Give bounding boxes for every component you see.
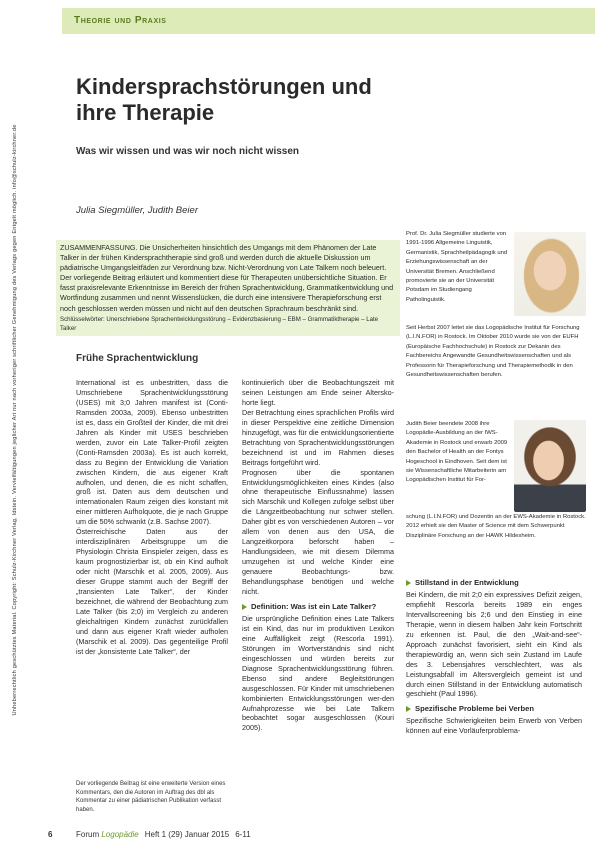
abstract-box bbox=[56, 240, 400, 336]
author-photo-beier bbox=[514, 420, 586, 512]
magazine-title: Logopädie bbox=[101, 830, 139, 839]
article-authors: Julia Siegmüller, Judith Beier bbox=[76, 205, 198, 216]
triangle-bullet-icon bbox=[406, 706, 411, 712]
subheading-text: Stillstand in der Entwicklung bbox=[415, 578, 519, 587]
subheading-standstill bbox=[406, 578, 582, 588]
subheading-definition bbox=[242, 602, 394, 612]
footnote: Der vorliegende Beitrag ist eine erweiterte Version eines Kommentars, den die Autoren im Auftrag des dbl als Kommentar zu einer pädiatrischen Publikation verfasst haben. bbox=[76, 781, 226, 813]
text-column-3 bbox=[406, 573, 582, 736]
author-bio-siegmueller: Prof. Dr. Julia Siegmüller studierte von 1991-1996 Allgemeine Linguistik, Germanistik, Sprachheilpädagogik und Erziehungswissenschaft an der Universität Bremen. Anschließend promovierte sie an der Universität Potsdam im Studiengang Patholinguistik. bbox=[406, 231, 508, 303]
magazine-name bbox=[76, 830, 139, 839]
page-number: 6 bbox=[48, 830, 53, 839]
author-bio-beier: Judith Beier beendete 2008 ihre Logopädie-Ausbildung an der IWS-Akademie in Rostock und erwarb 2009 den Bachelor of Health an der Fontys Hogeschool in Eindhoven. Seit dem ist sie Wissenschaftliche Mitarbeiterin am Logopädischen Institut für For- bbox=[406, 421, 508, 484]
section-label: Theorie und Praxis bbox=[74, 15, 167, 26]
text-column-1 bbox=[76, 378, 228, 657]
abstract-keywords: Schlüsselwörter: Unerschriebene Sprachentwicklungsstörung – Evidenzbasierung – EBM – Grammatiktherapie – Late Talker bbox=[60, 315, 379, 332]
text-column-2 bbox=[242, 378, 394, 733]
paragraph: Der Betrachtung eines sprachlichen Profils wird in dieser Perspektive eine zeitliche Dimension hinzugefügt, was für die entwicklungsorientierte Betrachtung von Sprachentwicklungsstörungen bezeichnend ist und im Rahmen dieses Beitrags fortgeführt wird. bbox=[242, 407, 394, 467]
paragraph: International ist es unbestritten, dass die Umschriebene Sprachentwicklungsstörung (USES) mit 3;0 Jahren manifest ist (Conti-Ramsden 2003a, 2009). Ebenso unbestritten ist es, dass ein Großteil der Kinder, die mit drei Jahren als Kinder mit USES beschrieben werden, zuvor ein Late Talker-Profil zeigten (Conti-Ramsden 2003a). Es ist auch korrekt, dass zu Beginn der Entwicklung die Variation zwischen Kindern, die aus eigener Kraft aufholen, und denen, die es nicht schaffen, groß ist. Daten aus dem deutschen und internationalen Raum zeigen dies konstant mit einer mittleren Aufholquote, die je nach Gruppe um die 50% schwankt (z.B. Sachse 2007). bbox=[76, 378, 228, 527]
author-bio-siegmueller-cont: Seit Herbst 2007 leitet sie das Logopädische Institut für Forschung (L.I.N.FOR) in Rostock. Im Oktober 2010 wurde sie von der EUFH (Europäische Fachhochschule) in Rostock zur Dekanin des Fachbereichs Angewandte Gesundheitswissenschaften und als Professorin für Therapieforschung und Therapiemethodik in den Gesundheitswissenschaften berufen. bbox=[406, 325, 580, 379]
copyright-side-strip bbox=[10, 40, 20, 800]
subheading-text: Definition: Was ist ein Late Talker? bbox=[251, 601, 377, 611]
triangle-bullet-icon bbox=[406, 580, 411, 586]
paragraph: Bei Kindern, die mit 2;0 ein expressives Defizit zeigen, empfiehlt Rescorla bereits 1989 ein enges Intervallscreening bis 2;6 und den Einstieg in eine Therapie, wenn in diesem halben Jahr kein Fortschritt zu erkennen ist. Paul, die den „Wait-and-see“-Approach zunächst favorisiert, sieht ein Kind als therapiewürdig an, wenn sich sein Zustand im Laufe des 3. Lebensjahres verschlechtert, was als Leistungsabfall im Altersvergleich gemeint ist und durch einen Stillstand in der Entwicklung automatisch geschieht (Paul 1996). bbox=[406, 589, 582, 699]
subheading-text: Spezifische Probleme bei Verben bbox=[415, 704, 535, 714]
abstract-text: ZUSAMMENFASSUNG. Die Unsicherheiten hinsichtlich des Umgangs mit dem Phänomen der Late Talker in der frühen Kindersprachtherapie sind groß und werden durch die aktuelle Diskussion um pädiatrische Umgangsleitfäden zur Verordnung bzw. Nicht-Verordnung von Late Talkern noch beleuert. Der vorliegende Beitrag erläutert und kommentiert diese für Therapeuten unübersichtliche Situation. Er fasst praxisrelevante Erkenntnisse im Bereich der frühen Sprachentwicklung, Grammatikentwicklung und Wortfindung zusammen und nennt Wissenslücken, die durch eine intensivere Therapieforschung erst noch geschlossen werden müssen und nicht auf den deutschen Sprachraum beschränkt sind. bbox=[60, 243, 394, 313]
magazine-prefix: Forum bbox=[76, 830, 100, 839]
page-range: 6-11 bbox=[235, 830, 251, 839]
article-subtitle: Was wir wissen und was wir noch nicht wissen bbox=[76, 146, 300, 157]
subheading-verbs bbox=[406, 704, 582, 714]
author-bio-beier-cont: schung (L.I.N.FOR) und Dozentin an der EWS-Akademie in Rostock. 2012 erhielt sie den Master of Science mit dem Schwerpunkt Disziplinäre Forschung an der HAWK Hildesheim. bbox=[406, 514, 586, 539]
paragraph: Spezifische Schwierigkeiten beim Erwerb von Verben können auf eine Vorläuferproblema- bbox=[406, 716, 582, 736]
copyright-notice: Unheberrechtlich geschütztes Material. Copyright: Schulz-Kirchner Verlag, Idstein. Vervielfältigungen jeglicher Art nur nach vorheriger schriftlicher Genehmigung des Verlags gegen Entgelt möglich. info@schulz-kirchner.de bbox=[12, 124, 18, 716]
page-footer bbox=[48, 830, 251, 839]
section-heading-early-development: Frühe Sprachentwicklung bbox=[76, 353, 199, 364]
paragraph: kontinuierlich über die Beobachtungszeit mit seinen Leistungen am Ende seiner Altersko-horte liegt. bbox=[242, 378, 394, 407]
article-title: Kindersprachstörungen und ihre Therapie bbox=[76, 74, 372, 125]
paragraph: Österreichische Daten aus der interdisziplinären Arbeitsgruppe um die Physiologin Christa Einspieler zeigen, dass es kaum prognostizierbar ist, ob ein Kind aufholt oder nicht (Marschik et al. 2005, 2009). Aus dieser Gruppe stammt auch der Begriff der „transienten Late Talker“, der Kinder bezeichnet, die während der Beobachtung zum Late Talker (bis 2;0) im Vergleich zu anderen gleichaltrigen Kindern zunächst zurückfallen und dann aus eigener Kraft wieder aufholen (Marschik et al. 2009). Das gegenteilige Profil ist der „konsistente Late Talker“, der bbox=[76, 527, 228, 656]
triangle-bullet-icon bbox=[242, 604, 247, 610]
author-photo-siegmueller bbox=[514, 232, 586, 316]
issue-info: Heft 1 (29) Januar 2015 bbox=[144, 830, 230, 839]
paragraph: Die ursprüngliche Definition eines Late Talkers ist ein Kind, das nur im produktiven Lexikon eine Auffälligkeit zeigt (Rescorla 1991). Störungen im Wortverständnis sind nicht eingeschlossen und würden bereits zur Diagnose Sprachentwicklungsstörung führen. Ebenso sind andere Begleitstörungen ausgeschlossen. Für Kinder mit umschriebenen kombinierten Entwicklungsstörungen wer-den Aufnahprozesse wie bei Late Talkern beobachtet sogar ausgeschlossen (Kouri 2005). bbox=[242, 613, 394, 733]
section-header-band bbox=[62, 8, 595, 34]
paragraph: Prognosen über die spontanen Entwicklungsmöglichkeiten eines Kindes (also ohne therapeutische Einflussnahme) lassen sich Marschik und Kollegen zufolge selbst über die Längzeitbeobachtung nur schwer stellen. Daher gibt es von verschiedenen Autoren – vor allem von denen aus den USA, die Langzeitkorpora beforscht haben – Handlungsideen, wie mit diesem Dilemma umzugehen ist und welche Kinder eine genauere Beobachtungs- bzw. Behandlungsphase benötigen und welche nicht. bbox=[242, 467, 394, 597]
